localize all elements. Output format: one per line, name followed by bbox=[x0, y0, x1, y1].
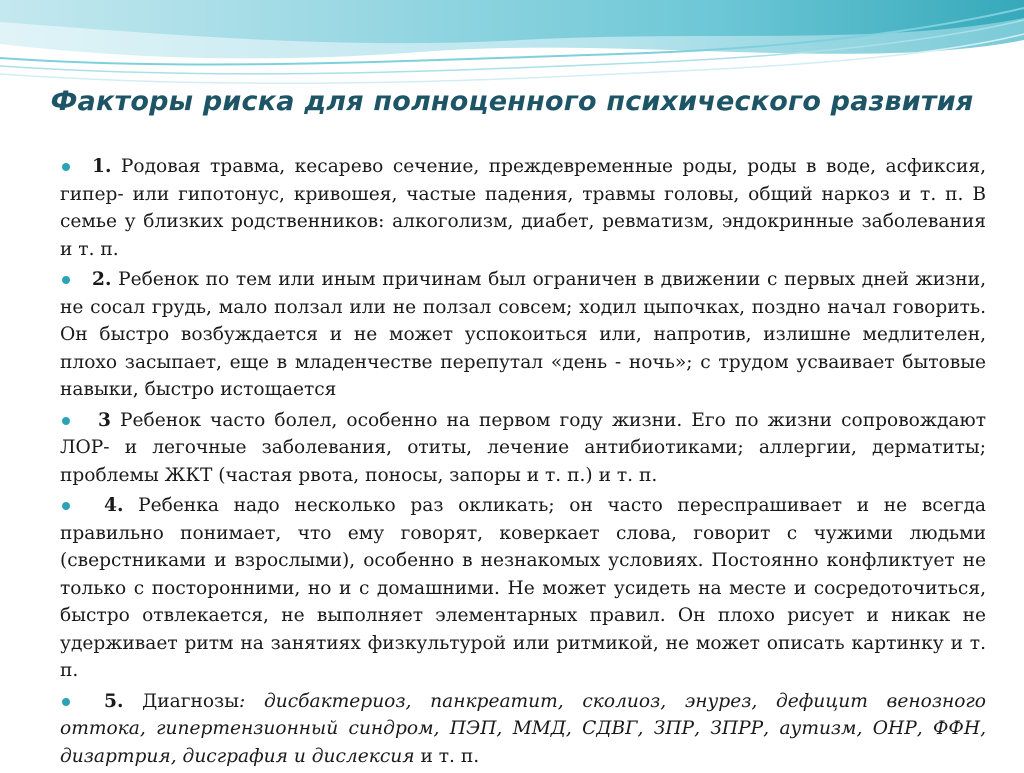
bullet-dot-icon bbox=[62, 163, 70, 171]
diagnoses-label: Диагнозы bbox=[142, 690, 239, 712]
item-number: 2. bbox=[92, 269, 112, 290]
slide-title: Факторы риска для полноценного психического развития bbox=[50, 86, 974, 117]
list-item-4 bbox=[60, 492, 986, 685]
diagnoses-tail: и т. п. bbox=[414, 745, 480, 767]
list-item-2 bbox=[60, 266, 986, 404]
list-item-5 bbox=[60, 688, 986, 771]
list-item-3 bbox=[60, 407, 986, 490]
risk-factors-list bbox=[60, 153, 986, 773]
item-number: 5. bbox=[104, 690, 124, 712]
bullet-dot-icon bbox=[62, 276, 70, 284]
bullet-dot-icon bbox=[62, 502, 70, 510]
bullet-dot-icon bbox=[62, 417, 70, 425]
item-number: 1. bbox=[92, 156, 112, 177]
item-text: Родовая травма, кесарево сечение, преждевременные роды, роды в воде, асфиксия, гипер- или гипотонус, кривошея, частые падения, травмы головы, общий наркоз и т. п. В семье у близких родственников: алкоголизм, диабет, ревматизм, эндокринные заболевания и т. п. bbox=[60, 156, 986, 260]
item-text: Ребенок часто болел, особенно на первом году жизни. Его по жизни сопровождают ЛОР- и легочные заболевания, отиты, лечение антибиотиками; аллергии, дерматиты; проблемы ЖКТ (частая рвота, поносы, запоры и т. п.) и т. п. bbox=[60, 409, 986, 486]
item-number: 3 bbox=[98, 409, 111, 431]
bullet-dot-icon bbox=[62, 698, 70, 706]
item-number: 4. bbox=[104, 495, 124, 516]
item-text: Ребенка надо несколько раз окликать; он часто переспрашивает и не всегда правильно понимает, что ему говорят, коверкает слова, говорит с чужими людьми (сверстниками и взрослыми), особенно в незнакомых условиях. Постоянно конфликтует не только с посторонними, но и с домашними. Не может усидеть на месте и сосредоточиться, быстро отвлекается, не выполняет элементарных правил. Он плохо рисует и никак не удерживает ритм на занятиях физкультурой или ритмикой, не может описать картинку и т. п. bbox=[60, 495, 986, 681]
diagnoses-list: : дисбактериоз, панкреатит, сколиоз, энурез, дефицит венозного оттока, гипертензионный синдром, ПЭП, ММД, СДВГ, ЗПР, ЗПРР, аутизм, ОНР, ФФН, дизартрия, дисграфия и дислексия bbox=[60, 690, 986, 767]
item-text: Ребенок по тем или иным причинам был ограничен в движении с первых дней жизни, не сосал грудь, мало ползал или не ползал совсем; ходил цыпочках, поздно начал говорить. Он быстро возбуждается и не может успокоиться или, напротив, излишне медлителен, плохо засыпает, еще в младенчестве перепутал «день - ночь»; с трудом усваивает бытовые навыки, быстро истощается bbox=[60, 269, 986, 400]
list-item-1 bbox=[60, 153, 986, 263]
